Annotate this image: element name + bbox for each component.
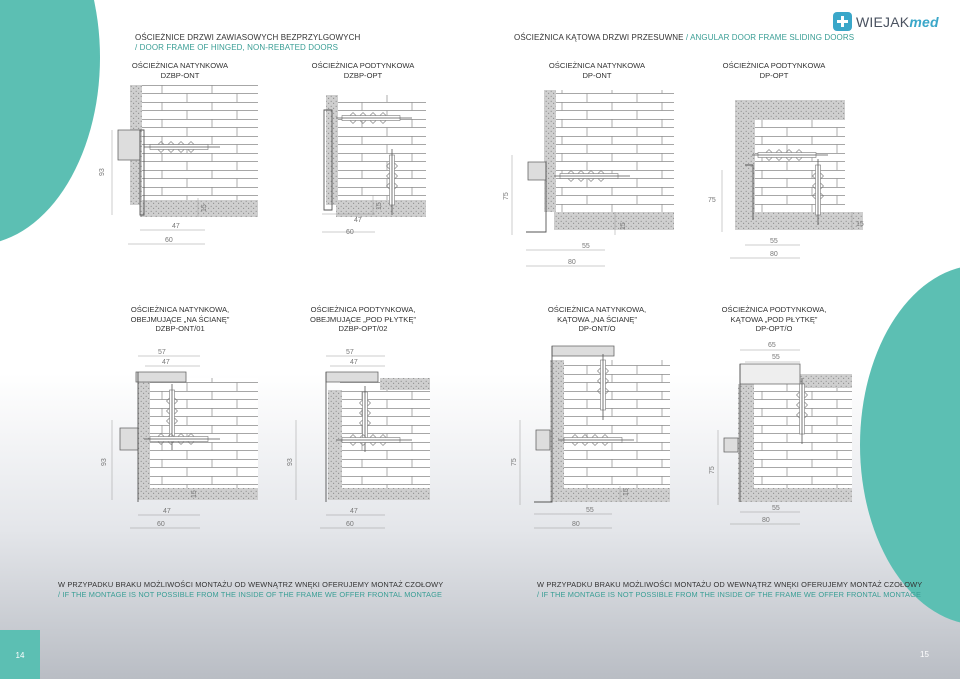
drawing-dp-ont — [503, 90, 674, 266]
dim-label: 55 — [770, 238, 778, 245]
caption-line2: DP-OPT — [759, 70, 789, 80]
note-left — [58, 580, 443, 599]
caption-line1: OŚCIEŻNICA NATYNKOWA, — [130, 305, 230, 314]
note-right — [537, 580, 922, 599]
caption-line3: DZBP-OPT/02 — [338, 324, 388, 333]
note-left-pl: W PRZYPADKU BRAKU MOŻLIWOŚCI MONTAŻU OD WEWNĄTRZ WNĘKI OFERUJEMY MONTAŻ CZOŁOWY — [58, 580, 444, 589]
dim-label: 47 — [162, 359, 170, 366]
header-left-en: / DOOR FRAME OF HINGED, NON-REBATED DOORS — [135, 43, 339, 52]
dim-label: 75 — [503, 192, 510, 200]
dim-label: 60 — [346, 229, 354, 236]
dim-label: 65 — [768, 342, 776, 349]
dim-label: 15 — [376, 202, 383, 210]
dim-label: 47 — [350, 359, 358, 366]
dim-label: 47 — [163, 508, 171, 515]
dim-label: 80 — [762, 517, 770, 524]
dim-label: 57 — [346, 349, 354, 356]
header-right-en: / ANGULAR DOOR FRAME SLIDING DOORS — [685, 33, 855, 42]
dim-label: 15 — [191, 490, 198, 498]
dim-label: 60 — [346, 521, 354, 528]
caption-line2: DP-ONT — [582, 70, 612, 80]
dim-label: 15 — [623, 488, 630, 496]
caption-line2: KĄTOWA „NA ŚCIANĘ” — [557, 314, 637, 324]
caption-line2: KĄTOWA „POD PŁYTKĘ” — [730, 314, 818, 324]
caption-line2: OBEJMUJĄCE „NA ŚCIANĘ” — [130, 314, 230, 324]
caption-line1: OŚCIEŻNICA NATYNKOWA — [131, 61, 229, 70]
header-left-pl: OŚCIEŻNICE DRZWI ZAWIASOWYCH BEZPRZYLGOWYCH — [135, 33, 361, 42]
caption-line1: OŚCIEŻNICA PODTYNKOWA — [722, 61, 826, 70]
dim-label: 80 — [770, 251, 778, 258]
drawing-dp-ont-o — [511, 346, 670, 528]
dim-label: 15 — [856, 221, 864, 228]
dim-label: 15 — [201, 204, 208, 212]
caption-line1: OŚCIEŻNICA NATYNKOWA — [548, 61, 646, 70]
dim-label: 55 — [772, 505, 780, 512]
dim-label: 75 — [708, 197, 716, 204]
drawing-dzbp-ont-01 — [101, 349, 258, 528]
caption-line3: DZBP-ONT/01 — [155, 324, 205, 333]
dim-label: 47 — [172, 223, 180, 230]
dim-label: 60 — [157, 521, 165, 528]
note-left-en: / IF THE MONTAGE IS NOT POSSIBLE FROM THE INSIDE OF THE FRAME WE OFFER FRONTAL MONTAGE — [58, 589, 443, 599]
dim-label: 55 — [772, 354, 780, 361]
dim-label: 55 — [586, 507, 594, 514]
page-number-right: 15 — [920, 650, 929, 659]
logo-accent: med — [909, 13, 939, 30]
dim-label: 57 — [158, 349, 166, 356]
note-right-en: / IF THE MONTAGE IS NOT POSSIBLE FROM THE INSIDE OF THE FRAME WE OFFER FRONTAL MONTAGE — [537, 589, 922, 599]
dim-label: 80 — [568, 259, 576, 266]
drawing-dzbp-ont — [99, 85, 258, 244]
dim-label: 47 — [350, 508, 358, 515]
dim-label: 60 — [165, 237, 173, 244]
caption-line2: DZBP-ONT — [160, 70, 200, 80]
dim-label: 93 — [101, 458, 108, 466]
caption-line1: OŚCIEŻNICA NATYNKOWA, — [547, 305, 647, 314]
dim-label: 47 — [354, 217, 362, 224]
dim-label: 80 — [572, 521, 580, 528]
dim-label: 15 — [620, 222, 627, 230]
drawing-dzbp-opt-02 — [287, 349, 430, 528]
caption-line3: DP-ONT/O — [578, 324, 616, 333]
dim-label: 75 — [709, 466, 716, 474]
drawing-dp-opt-o — [709, 342, 852, 524]
caption-line2: OBEJMUJĄCE „POD PŁYTKĘ” — [310, 314, 416, 324]
page-number-left: 14 — [15, 651, 25, 660]
caption-line2: DZBP-OPT — [343, 70, 383, 80]
dim-label: 75 — [511, 458, 518, 466]
caption-line1: OŚCIEŻNICA PODTYNKOWA, — [721, 305, 827, 314]
logo-text: WIEJAK — [856, 13, 910, 30]
note-right-pl: W PRZYPADKU BRAKU MOŻLIWOŚCI MONTAŻU OD WEWNĄTRZ WNĘKI OFERUJEMY MONTAŻ CZOŁOWY — [537, 580, 923, 589]
drawing-dzbp-opt — [322, 95, 426, 236]
dim-label: 93 — [99, 168, 106, 176]
caption-line1: OŚCIEŻNICA PODTYNKOWA, — [310, 305, 416, 314]
caption-line3: DP-OPT/O — [755, 324, 793, 333]
dim-label: 55 — [582, 243, 590, 250]
header-right-pl: OŚCIEŻNICA KĄTOWA DRZWI PRZESUWNE — [514, 33, 684, 42]
dim-label: 93 — [287, 458, 294, 466]
drawing-dp-opt — [708, 100, 864, 258]
caption-line1: OŚCIEŻNICA PODTYNKOWA — [311, 61, 415, 70]
